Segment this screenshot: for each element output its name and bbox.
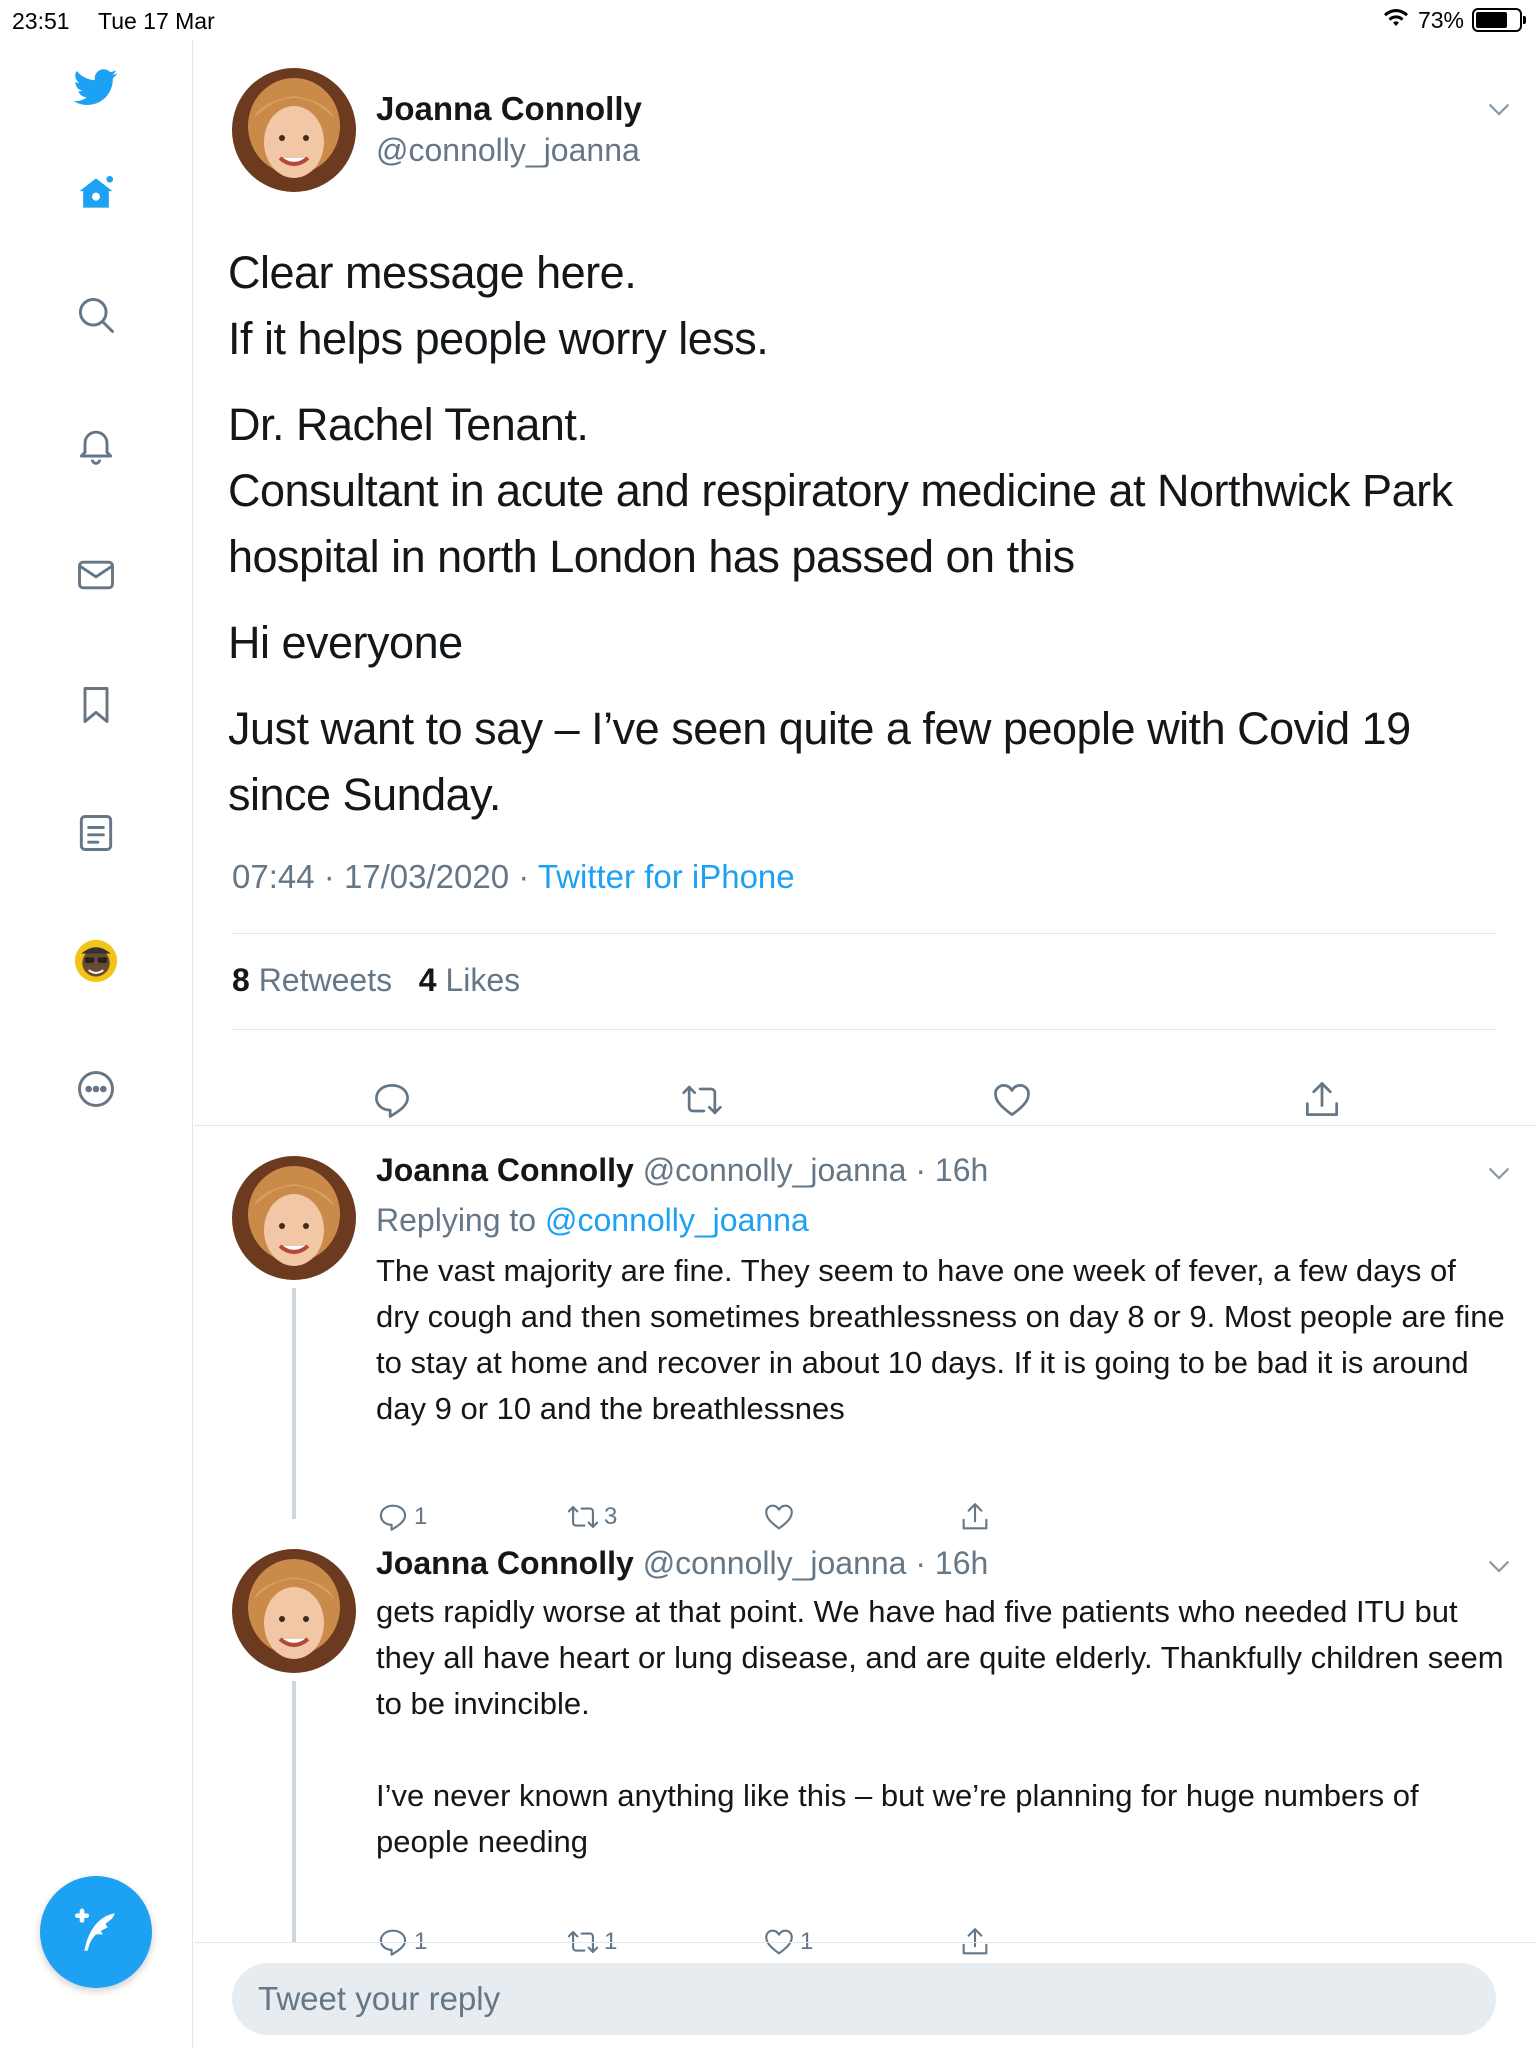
tweet-paragraph: Hi everyone — [228, 617, 463, 668]
replying-to-handle[interactable]: @connolly_joanna — [544, 1202, 809, 1238]
main-tweet — [194, 40, 1536, 1126]
main-column — [194, 40, 1536, 2048]
tweet-source-link[interactable]: Twitter for iPhone — [537, 858, 795, 895]
meta-separator: · — [518, 858, 538, 895]
bookmark-icon[interactable] — [65, 674, 127, 736]
retweets-label: Retweets — [258, 962, 393, 998]
thread-line — [292, 1681, 296, 1942]
heart-icon — [990, 1078, 1034, 1122]
tweet-paragraph: Just want to say – I’ve seen quite a few people with Covid 19 since Sunday. — [228, 703, 1411, 820]
reply-tweet[interactable] — [194, 1519, 1536, 1955]
retweet-icon — [680, 1078, 724, 1122]
tweet-text — [228, 240, 1478, 848]
author-avatar[interactable] — [232, 68, 356, 192]
status-right — [1382, 6, 1522, 34]
more-icon[interactable] — [65, 1058, 127, 1120]
reply-author-handle[interactable]: @connolly_joanna — [642, 1545, 907, 1581]
reply-age: 16h — [934, 1545, 989, 1581]
reply-composer — [194, 1942, 1536, 2048]
chevron-down-icon[interactable] — [1484, 1551, 1514, 1581]
reply-count: 1 — [414, 1928, 428, 1955]
search-icon[interactable] — [65, 284, 127, 346]
reply-count: 1 — [414, 1503, 428, 1530]
battery-icon — [1472, 8, 1522, 32]
tweet-stats — [232, 962, 520, 999]
author-name[interactable]: Joanna Connolly — [376, 90, 642, 127]
reply-author-name[interactable]: Joanna Connolly — [376, 1152, 634, 1188]
twitter-logo-icon[interactable] — [65, 56, 127, 118]
compose-tweet-button[interactable] — [40, 1876, 152, 1988]
retweets-count: 8 — [232, 962, 250, 998]
thread-line — [292, 1288, 296, 1519]
meta-separator: · — [906, 1152, 935, 1188]
status-date: Tue 17 Mar — [98, 8, 215, 34]
chevron-down-icon[interactable] — [1484, 94, 1514, 124]
compose-tweet-icon — [68, 1904, 124, 1960]
divider — [232, 933, 1496, 934]
wifi-icon — [1382, 6, 1410, 34]
likes-label: Likes — [445, 962, 521, 998]
reply-icon — [370, 1078, 414, 1122]
retweets-stat[interactable] — [232, 962, 392, 998]
reply-header — [376, 1152, 988, 1189]
reply-header — [376, 1545, 988, 1582]
battery-percent: 73% — [1417, 6, 1464, 33]
tweet-meta — [232, 858, 795, 896]
home-icon[interactable] — [65, 162, 127, 224]
author-avatar[interactable] — [232, 1549, 356, 1673]
author-handle[interactable]: @connolly_joanna — [376, 132, 640, 168]
tweet-actions — [194, 1078, 1536, 1128]
reply-text: gets rapidly worse at that point. We have had five patients who needed ITU but they all have heart or lung disease, and are quite elderly. Thankfully children seem to be invincible. I’ve never known anything like this – but we’re planning for huge numbers of people needing — [376, 1594, 1504, 1859]
list-icon[interactable] — [65, 802, 127, 864]
tweet-date: 17/03/2020 — [343, 858, 510, 895]
reply-author-name[interactable]: Joanna Connolly — [376, 1545, 634, 1581]
replying-to — [376, 1202, 809, 1239]
retweet-button[interactable] — [680, 1078, 724, 1122]
chevron-down-icon[interactable] — [1484, 1158, 1514, 1188]
meta-separator: · — [323, 858, 344, 895]
reply-button[interactable] — [370, 1078, 414, 1122]
sidebar — [0, 40, 193, 2048]
tweet-paragraph: Clear message here. If it helps people worry less. — [228, 247, 769, 364]
like-button[interactable] — [990, 1078, 1034, 1122]
mail-icon[interactable] — [65, 544, 127, 606]
status-bar — [0, 0, 1536, 40]
retweet-count: 3 — [604, 1503, 618, 1530]
tweet-paragraph: Dr. Rachel Tenant. Consultant in acute and respiratory medicine at Northwick Park hospital in north London has passed on this — [228, 399, 1453, 582]
like-count: 1 — [800, 1928, 814, 1955]
meta-separator: · — [906, 1545, 935, 1581]
bell-icon[interactable] — [65, 414, 127, 476]
divider — [232, 1029, 1496, 1030]
reply-input[interactable] — [232, 1963, 1496, 2035]
reply-text: The vast majority are fine. They seem to have one week of fever, a few days of dry cough and then sometimes breathlessness on day 8 or 9. Most people are fine to stay at home and recover in about 10 days. If it is going to be bad it is around day 9 or 10 and the breathlessnes — [376, 1253, 1505, 1426]
tweet-time: 07:44 — [232, 858, 315, 895]
author-avatar[interactable] — [232, 1156, 356, 1280]
share-button[interactable] — [1300, 1078, 1344, 1122]
profile-avatar[interactable] — [65, 930, 127, 992]
likes-count: 4 — [418, 962, 437, 998]
share-icon — [1300, 1078, 1344, 1122]
reply-author-handle[interactable]: @connolly_joanna — [642, 1152, 907, 1188]
likes-stat[interactable] — [419, 962, 520, 998]
retweet-count: 1 — [604, 1928, 618, 1955]
reply-tweet[interactable] — [194, 1126, 1536, 1530]
reply-age: 16h — [934, 1152, 989, 1188]
status-time: 23:51 — [12, 8, 70, 34]
replying-label: Replying to — [376, 1202, 537, 1238]
